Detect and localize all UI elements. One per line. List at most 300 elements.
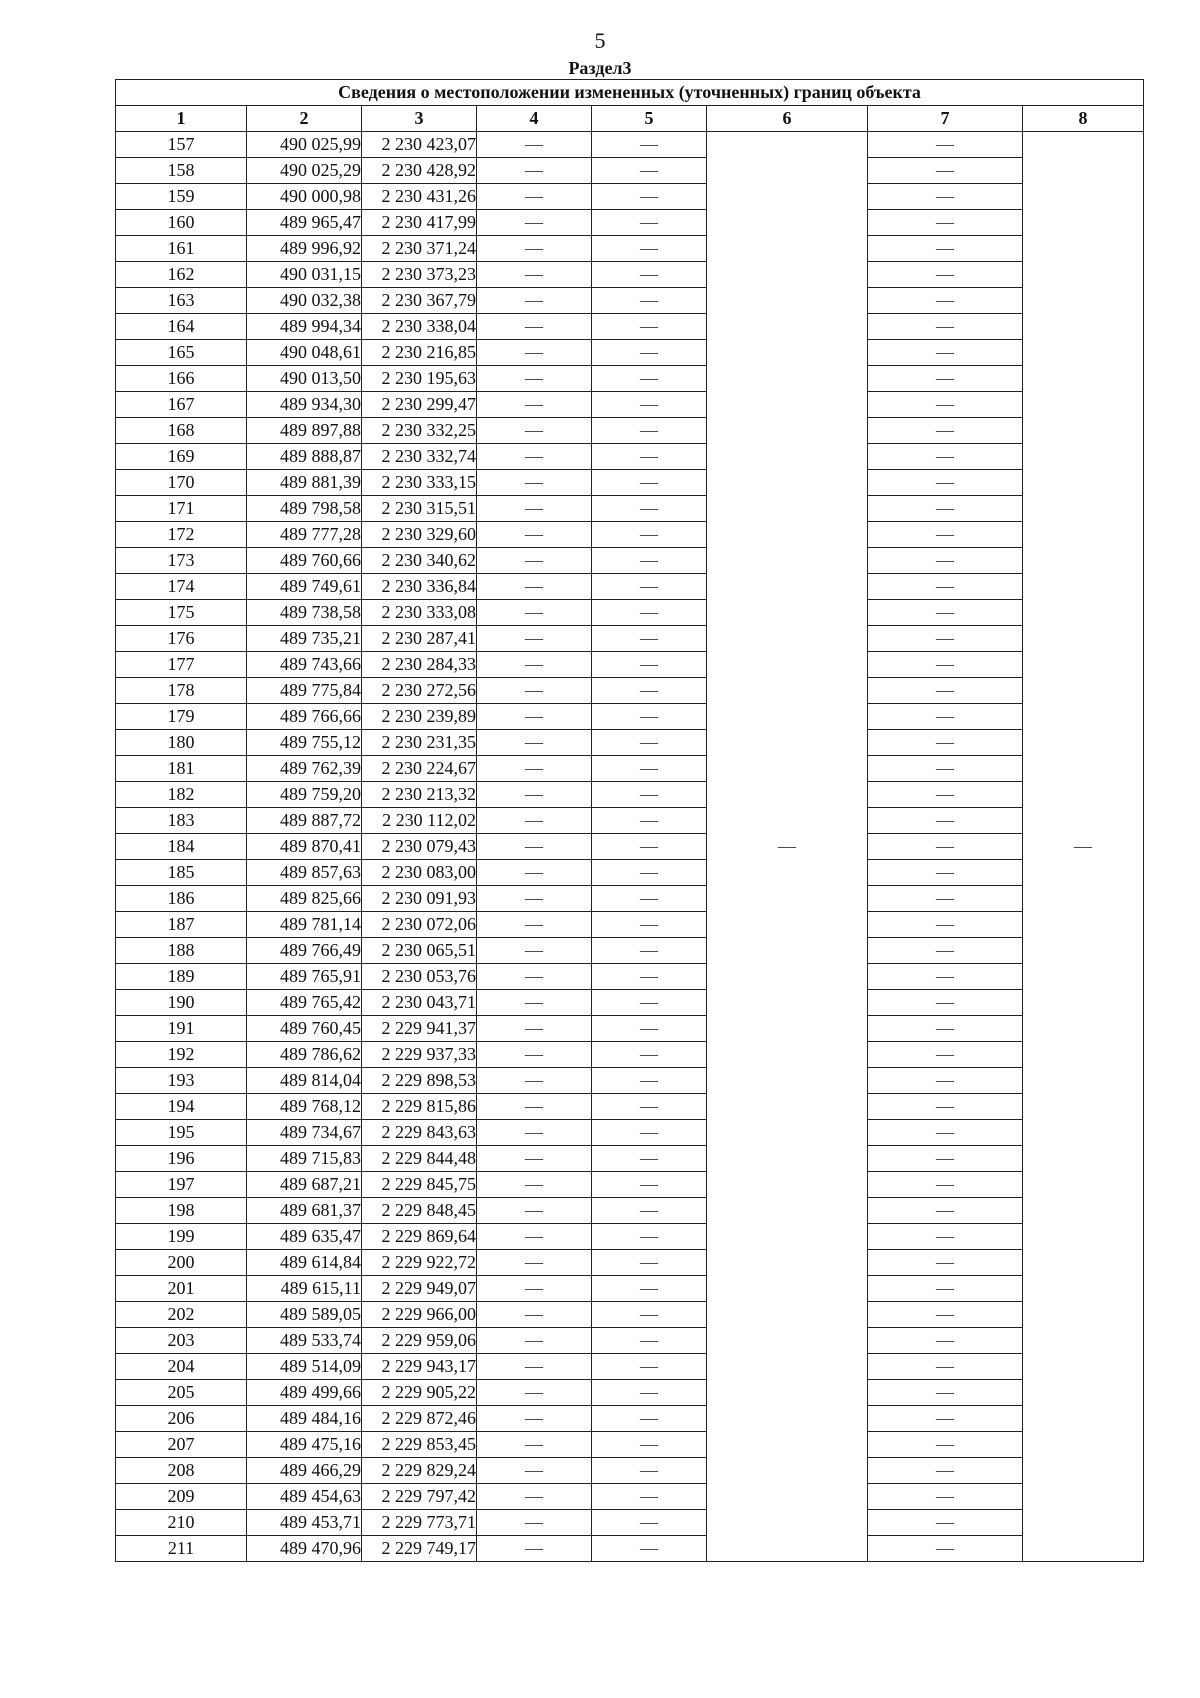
- col7-dash: —: [868, 808, 1023, 834]
- point-number: 164: [116, 314, 247, 340]
- col4-dash: —: [477, 1120, 592, 1146]
- coordinate-x: 489 715,83: [247, 1146, 362, 1172]
- coordinate-y: 2 230 065,51: [362, 938, 477, 964]
- col4-dash: —: [477, 340, 592, 366]
- table-row: [116, 522, 1144, 548]
- coordinate-y: 2 229 869,64: [362, 1224, 477, 1250]
- coordinate-y: 2 229 872,46: [362, 1406, 477, 1432]
- table-row: [116, 1380, 1144, 1406]
- boundary-coordinates-table: [115, 79, 1144, 1562]
- coordinate-x: 489 533,74: [247, 1328, 362, 1354]
- point-number: 200: [116, 1250, 247, 1276]
- point-number: 180: [116, 730, 247, 756]
- col5-dash: —: [592, 392, 707, 418]
- col7-dash: —: [868, 1328, 1023, 1354]
- col7-dash: —: [868, 132, 1023, 158]
- point-number: 207: [116, 1432, 247, 1458]
- col4-dash: —: [477, 782, 592, 808]
- col4-dash: —: [477, 860, 592, 886]
- point-number: 169: [116, 444, 247, 470]
- point-number: 187: [116, 912, 247, 938]
- table-row: [116, 756, 1144, 782]
- point-number: 199: [116, 1224, 247, 1250]
- col5-dash: —: [592, 730, 707, 756]
- col5-dash: —: [592, 1250, 707, 1276]
- col5-dash: —: [592, 548, 707, 574]
- col5-dash: —: [592, 652, 707, 678]
- col7-dash: —: [868, 470, 1023, 496]
- coordinate-y: 2 229 959,06: [362, 1328, 477, 1354]
- col5-dash: —: [592, 704, 707, 730]
- table-row: [116, 288, 1144, 314]
- table-row: [116, 418, 1144, 444]
- coordinate-y: 2 229 843,63: [362, 1120, 477, 1146]
- coordinate-y: 2 230 367,79: [362, 288, 477, 314]
- coordinate-x: 489 798,58: [247, 496, 362, 522]
- coordinate-x: 489 475,16: [247, 1432, 362, 1458]
- point-number: 173: [116, 548, 247, 574]
- col4-dash: —: [477, 1250, 592, 1276]
- table-row: [116, 1510, 1144, 1536]
- coordinate-x: 489 738,58: [247, 600, 362, 626]
- col4-dash: —: [477, 964, 592, 990]
- col7-dash: —: [868, 1172, 1023, 1198]
- coordinate-y: 2 229 941,37: [362, 1016, 477, 1042]
- col7-dash: —: [868, 912, 1023, 938]
- table-row: [116, 574, 1144, 600]
- col4-dash: —: [477, 236, 592, 262]
- col4-dash: —: [477, 704, 592, 730]
- col4-dash: —: [477, 1016, 592, 1042]
- col6-merged-cell: —: [707, 132, 868, 1562]
- point-number: 172: [116, 522, 247, 548]
- col7-dash: —: [868, 1250, 1023, 1276]
- coordinate-y: 2 229 898,53: [362, 1068, 477, 1094]
- coordinate-y: 2 230 231,35: [362, 730, 477, 756]
- coordinate-y: 2 230 287,41: [362, 626, 477, 652]
- coordinate-x: 489 857,63: [247, 860, 362, 886]
- col4-dash: —: [477, 1510, 592, 1536]
- col4-dash: —: [477, 730, 592, 756]
- table-row: [116, 1432, 1144, 1458]
- coordinate-y: 2 230 333,15: [362, 470, 477, 496]
- point-number: 167: [116, 392, 247, 418]
- col7-dash: —: [868, 340, 1023, 366]
- col4-dash: —: [477, 1406, 592, 1432]
- table-row: [116, 912, 1144, 938]
- table-caption: Сведения о местоположении измененных (уточненных) границ объекта: [116, 80, 1144, 106]
- col7-dash: —: [868, 1510, 1023, 1536]
- col7-dash: —: [868, 418, 1023, 444]
- point-number: 184: [116, 834, 247, 860]
- col4-dash: —: [477, 1484, 592, 1510]
- coordinate-y: 2 230 043,71: [362, 990, 477, 1016]
- table-body: [116, 132, 1144, 1562]
- col5-dash: —: [592, 1536, 707, 1562]
- table-row: [116, 1354, 1144, 1380]
- coordinate-x: 489 775,84: [247, 678, 362, 704]
- col5-dash: —: [592, 600, 707, 626]
- col5-dash: —: [592, 1406, 707, 1432]
- col5-dash: —: [592, 366, 707, 392]
- point-number: 176: [116, 626, 247, 652]
- col4-dash: —: [477, 808, 592, 834]
- col7-dash: —: [868, 314, 1023, 340]
- coordinate-y: 2 230 299,47: [362, 392, 477, 418]
- coordinate-y: 2 229 829,24: [362, 1458, 477, 1484]
- col5-dash: —: [592, 444, 707, 470]
- col5-dash: —: [592, 1380, 707, 1406]
- point-number: 208: [116, 1458, 247, 1484]
- col7-dash: —: [868, 574, 1023, 600]
- table-row: [116, 1146, 1144, 1172]
- col7-dash: —: [868, 1484, 1023, 1510]
- coordinate-y: 2 230 272,56: [362, 678, 477, 704]
- col7-dash: —: [868, 522, 1023, 548]
- col4-dash: —: [477, 1042, 592, 1068]
- col7-dash: —: [868, 1458, 1023, 1484]
- col5-dash: —: [592, 626, 707, 652]
- col5-dash: —: [592, 1068, 707, 1094]
- coordinate-y: 2 230 431,26: [362, 184, 477, 210]
- col5-dash: —: [592, 158, 707, 184]
- point-number: 175: [116, 600, 247, 626]
- table-row: [116, 990, 1144, 1016]
- coordinate-y: 2 229 937,33: [362, 1042, 477, 1068]
- col4-dash: —: [477, 1354, 592, 1380]
- col5-dash: —: [592, 1120, 707, 1146]
- table-row: [116, 158, 1144, 184]
- coordinate-x: 489 996,92: [247, 236, 362, 262]
- col7-dash: —: [868, 496, 1023, 522]
- col5-dash: —: [592, 288, 707, 314]
- col5-dash: —: [592, 964, 707, 990]
- coordinate-x: 489 760,45: [247, 1016, 362, 1042]
- column-header-row: [116, 106, 1144, 132]
- col5-dash: —: [592, 1016, 707, 1042]
- coordinate-y: 2 230 338,04: [362, 314, 477, 340]
- table-row: [116, 366, 1144, 392]
- col4-dash: —: [477, 1094, 592, 1120]
- coordinate-x: 489 734,67: [247, 1120, 362, 1146]
- coordinate-x: 489 635,47: [247, 1224, 362, 1250]
- coordinate-y: 2 229 922,72: [362, 1250, 477, 1276]
- table-row: [116, 1224, 1144, 1250]
- coordinate-x: 489 681,37: [247, 1198, 362, 1224]
- table-row: [116, 1406, 1144, 1432]
- point-number: 174: [116, 574, 247, 600]
- col4-dash: —: [477, 756, 592, 782]
- col4-dash: —: [477, 678, 592, 704]
- coordinate-x: 489 735,21: [247, 626, 362, 652]
- coordinate-y: 2 230 332,74: [362, 444, 477, 470]
- coordinate-y: 2 230 072,06: [362, 912, 477, 938]
- point-number: 186: [116, 886, 247, 912]
- table-row: [116, 1120, 1144, 1146]
- coordinate-y: 2 229 848,45: [362, 1198, 477, 1224]
- coordinate-x: 489 965,47: [247, 210, 362, 236]
- coordinate-x: 489 743,66: [247, 652, 362, 678]
- coordinate-x: 489 589,05: [247, 1302, 362, 1328]
- col5-dash: —: [592, 912, 707, 938]
- coordinate-x: 489 454,63: [247, 1484, 362, 1510]
- col4-dash: —: [477, 1432, 592, 1458]
- point-number: 162: [116, 262, 247, 288]
- col5-dash: —: [592, 860, 707, 886]
- col5-dash: —: [592, 808, 707, 834]
- table-row: [116, 1198, 1144, 1224]
- coordinate-x: 489 766,49: [247, 938, 362, 964]
- point-number: 210: [116, 1510, 247, 1536]
- col4-dash: —: [477, 1276, 592, 1302]
- table-row: [116, 808, 1144, 834]
- col7-dash: —: [868, 262, 1023, 288]
- col5-dash: —: [592, 1042, 707, 1068]
- point-number: 159: [116, 184, 247, 210]
- point-number: 168: [116, 418, 247, 444]
- page-number: 5: [594, 28, 606, 53]
- col5-dash: —: [592, 938, 707, 964]
- coordinate-y: 2 230 336,84: [362, 574, 477, 600]
- col7-dash: —: [868, 236, 1023, 262]
- table-row: [116, 1328, 1144, 1354]
- col5-dash: —: [592, 314, 707, 340]
- col4-dash: —: [477, 600, 592, 626]
- point-number: 198: [116, 1198, 247, 1224]
- table-row: [116, 392, 1144, 418]
- col4-dash: —: [477, 392, 592, 418]
- coordinate-y: 2 230 216,85: [362, 340, 477, 366]
- col4-dash: —: [477, 1458, 592, 1484]
- table-row: [116, 496, 1144, 522]
- point-number: 197: [116, 1172, 247, 1198]
- col7-dash: —: [868, 1432, 1023, 1458]
- table-row: [116, 1276, 1144, 1302]
- coordinate-y: 2 230 423,07: [362, 132, 477, 158]
- point-number: 195: [116, 1120, 247, 1146]
- coordinate-x: 489 749,61: [247, 574, 362, 600]
- col5-dash: —: [592, 418, 707, 444]
- coordinate-y: 2 229 845,75: [362, 1172, 477, 1198]
- coordinate-x: 489 499,66: [247, 1380, 362, 1406]
- coordinate-y: 2 230 428,92: [362, 158, 477, 184]
- coordinate-x: 490 025,29: [247, 158, 362, 184]
- col5-dash: —: [592, 1172, 707, 1198]
- coordinate-x: 489 755,12: [247, 730, 362, 756]
- point-number: 204: [116, 1354, 247, 1380]
- column-header: 3: [362, 106, 477, 132]
- column-header: 8: [1023, 106, 1144, 132]
- col5-dash: —: [592, 990, 707, 1016]
- point-number: 188: [116, 938, 247, 964]
- col4-dash: —: [477, 132, 592, 158]
- point-number: 203: [116, 1328, 247, 1354]
- point-number: 183: [116, 808, 247, 834]
- table-row: [116, 470, 1144, 496]
- table-row: [116, 964, 1144, 990]
- point-number: 202: [116, 1302, 247, 1328]
- coordinate-x: 489 759,20: [247, 782, 362, 808]
- col5-dash: —: [592, 756, 707, 782]
- point-number: 181: [116, 756, 247, 782]
- col4-dash: —: [477, 574, 592, 600]
- col5-dash: —: [592, 210, 707, 236]
- point-number: 161: [116, 236, 247, 262]
- coordinate-x: 489 825,66: [247, 886, 362, 912]
- coordinate-x: 490 032,38: [247, 288, 362, 314]
- coordinate-x: 490 025,99: [247, 132, 362, 158]
- col5-dash: —: [592, 496, 707, 522]
- col5-dash: —: [592, 886, 707, 912]
- col5-dash: —: [592, 1510, 707, 1536]
- col5-dash: —: [592, 470, 707, 496]
- coordinate-y: 2 230 315,51: [362, 496, 477, 522]
- col7-dash: —: [868, 1536, 1023, 1562]
- column-header: 7: [868, 106, 1023, 132]
- point-number: 170: [116, 470, 247, 496]
- coordinate-x: 489 934,30: [247, 392, 362, 418]
- coordinate-y: 2 229 949,07: [362, 1276, 477, 1302]
- col7-dash: —: [868, 184, 1023, 210]
- table-row: [116, 1302, 1144, 1328]
- coordinate-x: 489 768,12: [247, 1094, 362, 1120]
- table-row: [116, 1250, 1144, 1276]
- col4-dash: —: [477, 886, 592, 912]
- point-number: 178: [116, 678, 247, 704]
- table-row: [116, 704, 1144, 730]
- col4-dash: —: [477, 158, 592, 184]
- coordinate-y: 2 230 079,43: [362, 834, 477, 860]
- col7-dash: —: [868, 1302, 1023, 1328]
- coordinate-y: 2 230 333,08: [362, 600, 477, 626]
- col7-dash: —: [868, 834, 1023, 860]
- col4-dash: —: [477, 548, 592, 574]
- table-row: [116, 600, 1144, 626]
- col5-dash: —: [592, 1276, 707, 1302]
- col5-dash: —: [592, 782, 707, 808]
- coordinate-y: 2 229 943,17: [362, 1354, 477, 1380]
- point-number: 158: [116, 158, 247, 184]
- col7-dash: —: [868, 1120, 1023, 1146]
- col4-dash: —: [477, 210, 592, 236]
- coordinate-x: 489 994,34: [247, 314, 362, 340]
- col4-dash: —: [477, 1068, 592, 1094]
- table-row: [116, 184, 1144, 210]
- col4-dash: —: [477, 366, 592, 392]
- point-number: 190: [116, 990, 247, 1016]
- coordinate-x: 489 466,29: [247, 1458, 362, 1484]
- col4-dash: —: [477, 990, 592, 1016]
- col7-dash: —: [868, 678, 1023, 704]
- col5-dash: —: [592, 1432, 707, 1458]
- col4-dash: —: [477, 938, 592, 964]
- col5-dash: —: [592, 522, 707, 548]
- coordinate-x: 489 897,88: [247, 418, 362, 444]
- coordinate-x: 489 870,41: [247, 834, 362, 860]
- coordinate-y: 2 229 797,42: [362, 1484, 477, 1510]
- point-number: 191: [116, 1016, 247, 1042]
- table-row: [116, 1458, 1144, 1484]
- col5-dash: —: [592, 678, 707, 704]
- col4-dash: —: [477, 470, 592, 496]
- coordinate-x: 490 048,61: [247, 340, 362, 366]
- table-row: [116, 548, 1144, 574]
- col7-dash: —: [868, 938, 1023, 964]
- col7-dash: —: [868, 1094, 1023, 1120]
- col7-dash: —: [868, 1042, 1023, 1068]
- coordinate-y: 2 230 083,00: [362, 860, 477, 886]
- coordinate-x: 489 762,39: [247, 756, 362, 782]
- coordinate-y: 2 229 773,71: [362, 1510, 477, 1536]
- point-number: 211: [116, 1536, 247, 1562]
- table-row: [116, 1484, 1144, 1510]
- col5-dash: —: [592, 834, 707, 860]
- coordinate-y: 2 229 905,22: [362, 1380, 477, 1406]
- col4-dash: —: [477, 834, 592, 860]
- col7-dash: —: [868, 990, 1023, 1016]
- col7-dash: —: [868, 964, 1023, 990]
- point-number: 205: [116, 1380, 247, 1406]
- point-number: 192: [116, 1042, 247, 1068]
- column-header: 1: [116, 106, 247, 132]
- col5-dash: —: [592, 1302, 707, 1328]
- col7-dash: —: [868, 158, 1023, 184]
- table-row: [116, 1068, 1144, 1094]
- table-row: [116, 210, 1144, 236]
- coordinate-x: 490 013,50: [247, 366, 362, 392]
- table-row: [116, 314, 1144, 340]
- col7-dash: —: [868, 366, 1023, 392]
- col7-dash: —: [868, 1198, 1023, 1224]
- col5-dash: —: [592, 1328, 707, 1354]
- point-number: 201: [116, 1276, 247, 1302]
- table-row: [116, 652, 1144, 678]
- coordinate-y: 2 230 284,33: [362, 652, 477, 678]
- table-row: [116, 938, 1144, 964]
- coordinate-x: 490 031,15: [247, 262, 362, 288]
- col4-dash: —: [477, 522, 592, 548]
- coordinate-x: 489 765,42: [247, 990, 362, 1016]
- col7-dash: —: [868, 1354, 1023, 1380]
- col7-dash: —: [868, 860, 1023, 886]
- col7-dash: —: [868, 1068, 1023, 1094]
- coordinate-x: 489 814,04: [247, 1068, 362, 1094]
- coordinate-y: 2 230 329,60: [362, 522, 477, 548]
- col8-merged-cell: —: [1023, 132, 1144, 1562]
- col4-dash: —: [477, 1172, 592, 1198]
- col7-dash: —: [868, 1276, 1023, 1302]
- table-row: [116, 1094, 1144, 1120]
- table-row: [116, 730, 1144, 756]
- table-row: [116, 886, 1144, 912]
- coordinate-y: 2 230 371,24: [362, 236, 477, 262]
- table-row: [116, 262, 1144, 288]
- table-row: [116, 1042, 1144, 1068]
- col4-dash: —: [477, 1328, 592, 1354]
- coordinate-y: 2 230 213,32: [362, 782, 477, 808]
- coordinate-y: 2 230 112,02: [362, 808, 477, 834]
- col7-dash: —: [868, 548, 1023, 574]
- col7-dash: —: [868, 1146, 1023, 1172]
- col4-dash: —: [477, 1302, 592, 1328]
- col7-dash: —: [868, 1224, 1023, 1250]
- col4-dash: —: [477, 626, 592, 652]
- col5-dash: —: [592, 1198, 707, 1224]
- coordinate-y: 2 230 373,23: [362, 262, 477, 288]
- point-number: 194: [116, 1094, 247, 1120]
- col5-dash: —: [592, 1458, 707, 1484]
- coordinate-x: 489 514,09: [247, 1354, 362, 1380]
